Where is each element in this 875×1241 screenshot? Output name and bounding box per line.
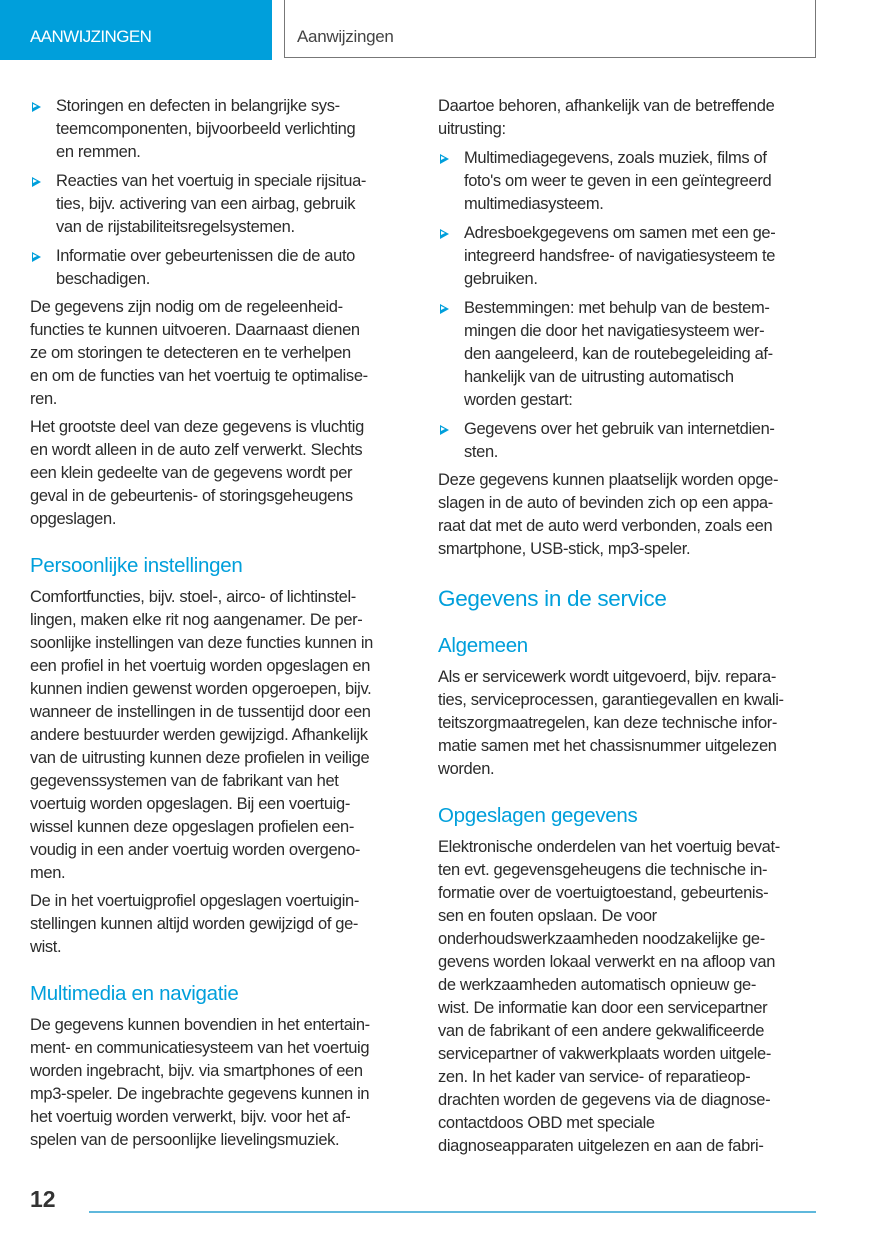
chapter-title: Aanwijzingen: [297, 27, 394, 46]
list-item-text: Storingen en defecten in belangrijke sys- teemcomponenten, bijvoorbeeld verlichting en remmen.: [56, 96, 356, 161]
section-tab: [0, 0, 272, 60]
list-item: [30, 95, 420, 164]
list-item-text: Gegevens over het gebruik van internetdien- sten.: [464, 419, 775, 461]
right-column: [438, 95, 828, 1158]
list-item: [30, 245, 420, 291]
triangle-bullet-icon: [440, 425, 449, 435]
list-item: [438, 222, 828, 291]
heading-service-data: Gegevens in de service: [438, 585, 667, 611]
list-item-text: Adresboekgegevens om samen met een ge- integreerd handsfree- of navigatiesysteem te gebruiken.: [464, 223, 776, 288]
paragraph: Als er servicewerk wordt uitgevoerd, bijv. repara- ties, serviceprocessen, garantiegevallen en kwali- teitszorgmaatregelen, kan deze technische infor- matie samen met het chassisnummer uitgelezen worden.: [438, 667, 784, 778]
list-item-text: Bestemmingen: met behulp van de bestem- mingen die door het navigatiesysteem wer- den aangeleerd, kan de routebegeleiding af- hankelijk van de uitrusting automatisch worden gestart:: [464, 298, 773, 409]
list-item: [438, 297, 828, 412]
paragraph: Comfortfuncties, bijv. stoel-, airco- of lichtinstel- lingen, maken elke rit nog aangenamer. De per- soonlijke instellingen van deze functies kunnen in een profiel in het voertuig worden opgeslagen en kunnen indien gewenst worden opgeroepen, bijv. wanneer de instellingen in de tussentijd door een andere bestuurder werden gewijzigd. Afhankelijk van de uitrusting kunnen deze profielen in veilige gegevenssystemen van de fabrikant van het voertuig worden opgeslagen. Bij een voertuig- wissel kunnen deze opgeslagen profielen een- voudig in een ander voertuig worden overgeno- men.: [30, 587, 373, 882]
paragraph: Deze gegevens kunnen plaatselijk worden opge- slagen in de auto of bevinden zich op een appa- raat dat met de auto werd verbonden, zoals een smartphone, USB-stick, mp3-speler.: [438, 470, 779, 558]
triangle-bullet-icon: [32, 102, 41, 112]
triangle-bullet-icon: [32, 177, 41, 187]
triangle-bullet-icon: [32, 252, 41, 262]
list-item-text: Multimediagegevens, zoals muziek, films of foto's om weer te geven in een geïntegreerd multimediasysteem.: [464, 148, 772, 213]
triangle-bullet-icon: [440, 304, 449, 314]
left-column: [30, 95, 420, 1152]
list-item-text: Reacties van het voertuig in speciale rijsitua- ties, bijv. activering van een airbag, gebruik van de rijstabiliteitsregelsystemen.: [56, 171, 367, 236]
heading-personal-settings: Persoonlijke instellingen: [30, 553, 243, 577]
chapter-header: [284, 0, 816, 58]
paragraph: Het grootste deel van deze gegevens is vluchtig en wordt alleen in de auto zelf verwerkt. Slechts een klein gedeelte van de gegevens wordt per geval in de gebeurtenis- of storingsgeheugens opgeslagen.: [30, 417, 364, 528]
heading-general: Algemeen: [438, 633, 528, 657]
section-tab-label: AANWIJZINGEN: [30, 27, 152, 46]
heading-multimedia: Multimedia en navigatie: [30, 981, 239, 1005]
list-item-text: Informatie over gebeurtenissen die de auto beschadigen.: [56, 246, 356, 288]
paragraph: De in het voertuigprofiel opgeslagen voertuigin- stellingen kunnen altijd worden gewijzigd of ge- wist.: [30, 891, 359, 956]
paragraph: De gegevens zijn nodig om de regeleenheid- functies te kunnen uitvoeren. Daarnaast dienen ze om storingen te detecteren en te verhelpen en om de functies van het voertuig te optimalise- ren.: [30, 297, 368, 408]
page-number: 12: [30, 1186, 56, 1212]
list-item: [438, 418, 828, 464]
heading-stored-data: Opgeslagen gegevens: [438, 803, 638, 827]
paragraph: Daartoe behoren, afhankelijk van de betreffende uitrusting:: [438, 96, 775, 138]
paragraph: Elektronische onderdelen van het voertuig bevat- ten evt. gegevensgeheugens die technische in- formatie over de voertuigtoestand, gebeurtenis- sen en fouten opslaan. De voor onderhoudswerkzaamheden noodzakelijke ge- gevens worden lokaal verwerkt en na afloop van de werkzaamheden automatisch opnieuw ge- wist. De informatie kan door een servicepartner van de fabrikant of een andere gekwalificeerde servicepartner of vakwerkplaats worden uitgele- zen. In het kader van service- of reparatieop- drachten worden de gegevens via de diagnose- contactdoos OBD met speciale diagnoseapparaten uitgelezen en aan de fabri-: [438, 837, 780, 1155]
list-item: [438, 147, 828, 216]
triangle-bullet-icon: [440, 229, 449, 239]
list-item: [30, 170, 420, 239]
paragraph: De gegevens kunnen bovendien in het entertain- ment- en communicatiesysteem van het voertuig worden ingebracht, bijv. via smartphones of een mp3-speler. De ingebrachte gegevens kunnen in het voertuig worden verwerkt, bijv. voor het af- spelen van de persoonlijke lievelingsmuziek.: [30, 1015, 370, 1149]
triangle-bullet-icon: [440, 154, 449, 164]
footer-divider: [89, 1211, 816, 1213]
